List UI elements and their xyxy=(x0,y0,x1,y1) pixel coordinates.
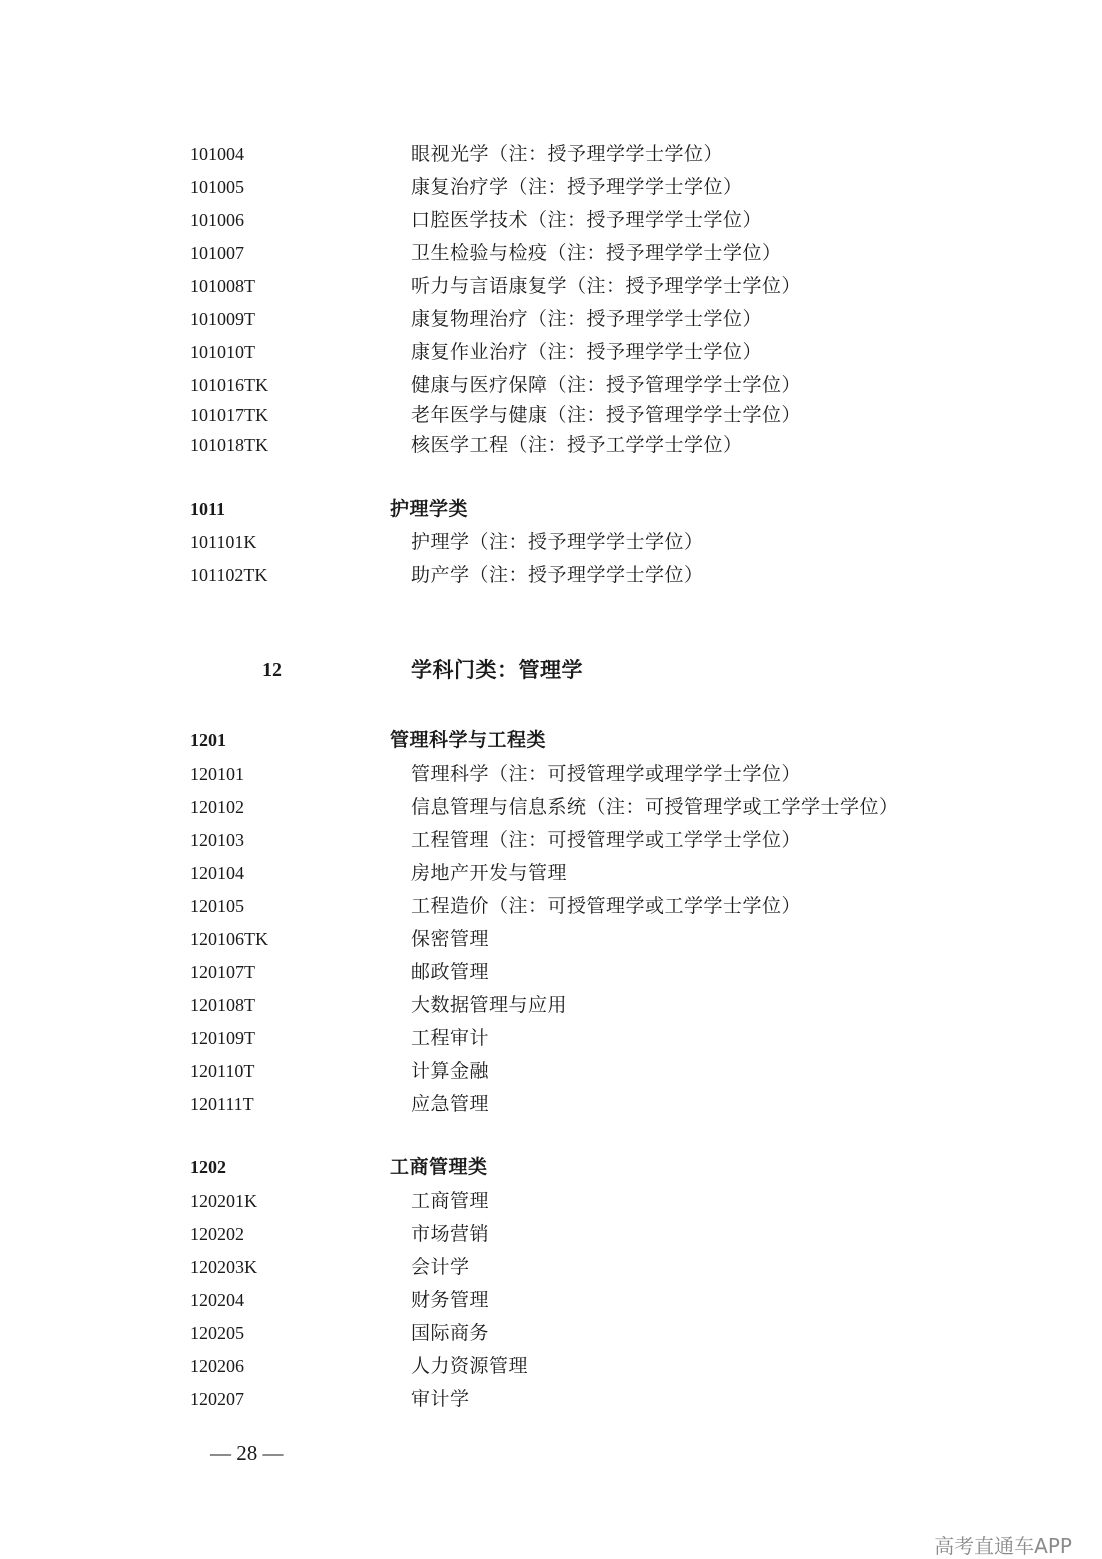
major-code: 120201K xyxy=(190,1191,257,1211)
major-name: 工商管理 xyxy=(411,1190,490,1212)
major-code: 120109T xyxy=(190,1028,255,1048)
major-name: 卫生检验与检疫（注：授予理学学士学位） xyxy=(411,242,782,264)
major-code: 101004 xyxy=(190,144,244,164)
major-name: 人力资源管理 xyxy=(411,1355,529,1377)
major-code: 101102TK xyxy=(190,565,268,585)
class-code: 1201 xyxy=(190,730,226,750)
major-entry xyxy=(0,924,1102,954)
major-entry xyxy=(0,139,1102,169)
major-entry xyxy=(0,825,1102,855)
major-code: 101101K xyxy=(190,532,257,552)
major-entry xyxy=(0,759,1102,789)
major-code: 101008T xyxy=(190,276,255,296)
major-name: 管理科学（注：可授管理学或理学学士学位） xyxy=(411,763,802,785)
major-entry xyxy=(0,238,1102,268)
category-code: 12 xyxy=(262,659,282,681)
major-name: 助产学（注：授予理学学士学位） xyxy=(411,564,704,586)
major-name: 核医学工程（注：授予工学学士学位） xyxy=(411,434,743,456)
major-name: 国际商务 xyxy=(411,1322,490,1344)
major-name: 工程管理（注：可授管理学或工学学士学位） xyxy=(411,829,802,851)
major-code: 120203K xyxy=(190,1257,257,1277)
major-code: 101006 xyxy=(190,210,244,230)
class-heading xyxy=(0,725,1102,755)
major-entry xyxy=(0,430,1102,460)
major-entry xyxy=(0,1285,1102,1315)
major-code: 120202 xyxy=(190,1224,244,1244)
major-name: 工程审计 xyxy=(411,1027,490,1049)
major-code: 101018TK xyxy=(190,435,268,455)
major-entry xyxy=(0,527,1102,557)
major-name: 眼视光学（注：授予理学学士学位） xyxy=(411,143,724,165)
major-entry xyxy=(0,1318,1102,1348)
major-entry xyxy=(0,1351,1102,1381)
class-code: 1202 xyxy=(190,1157,226,1177)
major-name: 老年医学与健康（注：授予管理学学士学位） xyxy=(411,404,802,426)
major-name: 康复治疗学（注：授予理学学士学位） xyxy=(411,176,743,198)
watermark-text: 高考直通车APP xyxy=(934,1534,1072,1558)
discipline-category-heading xyxy=(0,655,1102,685)
major-name: 财务管理 xyxy=(411,1289,490,1311)
major-code: 101005 xyxy=(190,177,244,197)
major-code: 120105 xyxy=(190,896,244,916)
major-name: 工程造价（注：可授管理学或工学学士学位） xyxy=(411,895,802,917)
class-code: 1011 xyxy=(190,499,226,519)
major-entry xyxy=(0,337,1102,367)
major-code: 120204 xyxy=(190,1290,244,1310)
major-name: 邮政管理 xyxy=(411,961,490,983)
major-entry xyxy=(0,1089,1102,1119)
major-entry xyxy=(0,1252,1102,1282)
major-code: 120106TK xyxy=(190,929,268,949)
major-code: 120103 xyxy=(190,830,244,850)
major-name: 康复物理治疗（注：授予理学学士学位） xyxy=(411,308,763,330)
major-entry xyxy=(0,1023,1102,1053)
major-name: 市场营销 xyxy=(411,1223,490,1245)
major-entry xyxy=(0,370,1102,400)
major-entry xyxy=(0,1384,1102,1414)
major-name: 听力与言语康复学（注：授予理学学士学位） xyxy=(411,275,802,297)
major-name: 应急管理 xyxy=(411,1093,490,1115)
major-code: 120107T xyxy=(190,962,255,982)
major-code: 120206 xyxy=(190,1356,244,1376)
category-name: 学科门类：管理学 xyxy=(411,657,583,682)
major-entry xyxy=(0,560,1102,590)
major-code: 101009T xyxy=(190,309,255,329)
major-code: 120102 xyxy=(190,797,244,817)
major-name: 大数据管理与应用 xyxy=(411,994,568,1016)
class-heading xyxy=(0,1152,1102,1182)
class-heading xyxy=(0,494,1102,524)
major-name: 康复作业治疗（注：授予理学学士学位） xyxy=(411,341,763,363)
major-name: 会计学 xyxy=(411,1256,470,1278)
major-name: 房地产开发与管理 xyxy=(411,862,568,884)
major-code: 120111T xyxy=(190,1094,254,1114)
major-code: 101017TK xyxy=(190,405,268,425)
page-number: — 28 — xyxy=(210,1441,284,1465)
major-entry xyxy=(0,172,1102,202)
major-entry xyxy=(0,400,1102,430)
major-code: 120101 xyxy=(190,764,244,784)
major-code: 101016TK xyxy=(190,375,268,395)
major-code: 101007 xyxy=(190,243,244,263)
major-entry xyxy=(0,304,1102,334)
major-name: 口腔医学技术（注：授予理学学士学位） xyxy=(411,209,763,231)
major-entry xyxy=(0,792,1102,822)
class-name: 管理科学与工程类 xyxy=(390,729,547,751)
major-name: 护理学（注：授予理学学士学位） xyxy=(411,531,704,553)
major-entry xyxy=(0,1219,1102,1249)
major-code: 120205 xyxy=(190,1323,244,1343)
major-entry xyxy=(0,205,1102,235)
major-code: 120108T xyxy=(190,995,255,1015)
major-code: 120207 xyxy=(190,1389,244,1409)
major-entry xyxy=(0,990,1102,1020)
major-name: 信息管理与信息系统（注：可授管理学或工学学士学位） xyxy=(411,796,899,818)
major-entry xyxy=(0,1056,1102,1086)
major-code: 101010T xyxy=(190,342,255,362)
major-name: 健康与医疗保障（注：授予管理学学士学位） xyxy=(411,374,802,396)
major-entry xyxy=(0,1186,1102,1216)
major-code: 120110T xyxy=(190,1061,255,1081)
major-code: 120104 xyxy=(190,863,244,883)
major-name: 计算金融 xyxy=(411,1060,490,1082)
major-entry xyxy=(0,858,1102,888)
major-entry xyxy=(0,891,1102,921)
major-entry xyxy=(0,271,1102,301)
major-name: 审计学 xyxy=(411,1388,470,1410)
class-name: 护理学类 xyxy=(390,498,469,520)
class-name: 工商管理类 xyxy=(390,1156,488,1178)
major-entry xyxy=(0,957,1102,987)
major-name: 保密管理 xyxy=(411,928,490,950)
